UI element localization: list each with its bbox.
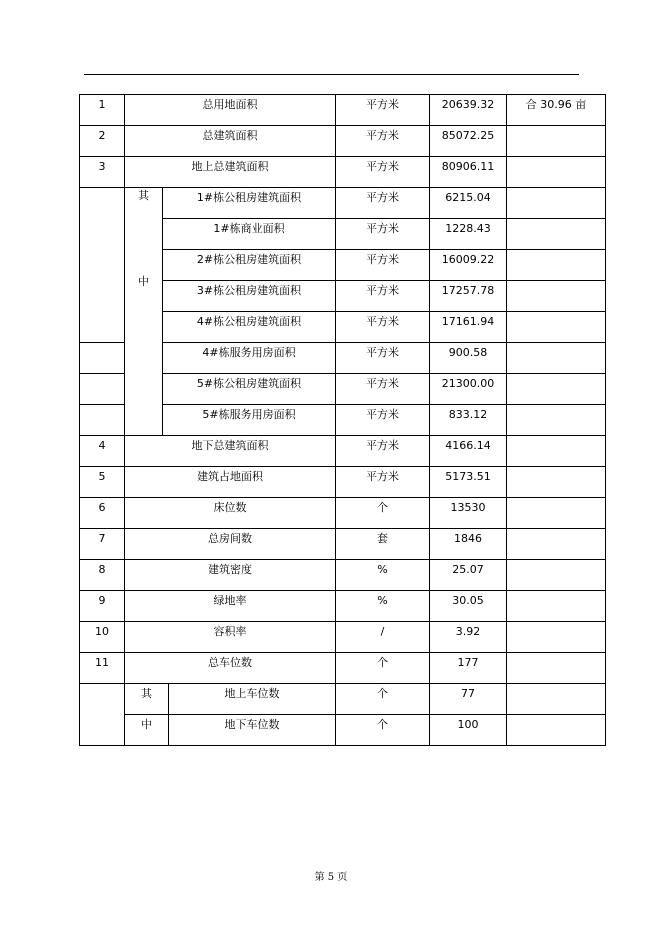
unit-cell: 平方米 [336, 250, 430, 281]
table-row [80, 684, 606, 715]
unit-cell: 平方米 [336, 374, 430, 405]
note-cell [507, 219, 606, 250]
note-cell [507, 715, 606, 746]
table-row [80, 95, 606, 126]
technical-indicators-table [79, 94, 606, 746]
row-index [80, 374, 125, 405]
unit-cell: 个 [336, 498, 430, 529]
value-cell: 80906.11 [430, 157, 507, 188]
row-index [80, 188, 125, 343]
value-cell: 833.12 [430, 405, 507, 436]
row-index: 5 [80, 467, 125, 498]
row-index: 9 [80, 591, 125, 622]
value-cell: 85072.25 [430, 126, 507, 157]
note-cell [507, 591, 606, 622]
row-index: 6 [80, 498, 125, 529]
unit-cell: 平方米 [336, 343, 430, 374]
value-cell: 20639.32 [430, 95, 507, 126]
note-cell: 合 30.96 亩 [507, 95, 606, 126]
item-name: 容积率 [125, 622, 336, 653]
table-row [80, 591, 606, 622]
unit-cell: 平方米 [336, 436, 430, 467]
note-cell [507, 343, 606, 374]
item-name: 2#栋公租房建筑面积 [163, 250, 336, 281]
unit-cell: 平方米 [336, 219, 430, 250]
value-cell: 25.07 [430, 560, 507, 591]
value-cell: 900.58 [430, 343, 507, 374]
item-name: 4#栋服务用房面积 [163, 343, 336, 374]
note-cell [507, 436, 606, 467]
note-cell [507, 281, 606, 312]
item-name: 地上车位数 [169, 684, 336, 715]
item-name: 5#栋服务用房面积 [163, 405, 336, 436]
table-row [80, 436, 606, 467]
item-name: 5#栋公租房建筑面积 [163, 374, 336, 405]
item-name: 绿地率 [125, 591, 336, 622]
item-name: 床位数 [125, 498, 336, 529]
row-index: 10 [80, 622, 125, 653]
unit-cell: 平方米 [336, 126, 430, 157]
row-index [80, 405, 125, 436]
table-row [80, 653, 606, 684]
note-cell [507, 126, 606, 157]
value-cell: 177 [430, 653, 507, 684]
value-cell: 1228.43 [430, 219, 507, 250]
header-rule [84, 74, 579, 75]
value-cell: 6215.04 [430, 188, 507, 219]
item-name: 建筑占地面积 [125, 467, 336, 498]
item-name: 总车位数 [125, 653, 336, 684]
item-name: 4#栋公租房建筑面积 [163, 312, 336, 343]
unit-cell: 套 [336, 529, 430, 560]
value-cell: 4166.14 [430, 436, 507, 467]
note-cell [507, 312, 606, 343]
row-index: 1 [80, 95, 125, 126]
note-cell [507, 405, 606, 436]
note-cell [507, 653, 606, 684]
note-cell [507, 684, 606, 715]
note-cell [507, 529, 606, 560]
unit-cell: 个 [336, 653, 430, 684]
sub-group-label: 其 中 [125, 188, 163, 436]
value-cell: 16009.22 [430, 250, 507, 281]
unit-cell: 平方米 [336, 467, 430, 498]
note-cell [507, 157, 606, 188]
unit-cell: 平方米 [336, 95, 430, 126]
row-index: 7 [80, 529, 125, 560]
value-cell: 1846 [430, 529, 507, 560]
row-index [80, 684, 125, 746]
unit-cell: / [336, 622, 430, 653]
unit-cell: 平方米 [336, 281, 430, 312]
note-cell [507, 374, 606, 405]
table-row [80, 715, 606, 746]
table-row [80, 126, 606, 157]
value-cell: 13530 [430, 498, 507, 529]
row-index: 2 [80, 126, 125, 157]
value-cell: 17161.94 [430, 312, 507, 343]
item-name: 总用地面积 [125, 95, 336, 126]
table-row [80, 157, 606, 188]
row-index: 8 [80, 560, 125, 591]
unit-cell: 个 [336, 715, 430, 746]
unit-cell: % [336, 560, 430, 591]
row-index: 4 [80, 436, 125, 467]
note-cell [507, 560, 606, 591]
table-row [80, 498, 606, 529]
value-cell: 30.05 [430, 591, 507, 622]
item-name: 建筑密度 [125, 560, 336, 591]
row-index: 3 [80, 157, 125, 188]
note-cell [507, 467, 606, 498]
value-cell: 5173.51 [430, 467, 507, 498]
unit-cell: 平方米 [336, 405, 430, 436]
unit-cell: 平方米 [336, 157, 430, 188]
value-cell: 17257.78 [430, 281, 507, 312]
item-name: 地下总建筑面积 [125, 436, 336, 467]
item-name: 总建筑面积 [125, 126, 336, 157]
row-index: 11 [80, 653, 125, 684]
note-cell [507, 188, 606, 219]
note-cell [507, 498, 606, 529]
value-cell: 3.92 [430, 622, 507, 653]
item-name: 1#栋公租房建筑面积 [163, 188, 336, 219]
note-cell [507, 622, 606, 653]
item-name: 总房间数 [125, 529, 336, 560]
table-row [80, 188, 606, 219]
row-index [80, 343, 125, 374]
value-cell: 100 [430, 715, 507, 746]
table-row [80, 560, 606, 591]
item-name: 3#栋公租房建筑面积 [163, 281, 336, 312]
note-cell [507, 250, 606, 281]
value-cell: 21300.00 [430, 374, 507, 405]
unit-cell: % [336, 591, 430, 622]
table-row [80, 622, 606, 653]
value-cell: 77 [430, 684, 507, 715]
item-name: 地下车位数 [169, 715, 336, 746]
sub-group-label-b: 中 [125, 715, 169, 746]
unit-cell: 平方米 [336, 188, 430, 219]
item-name: 1#栋商业面积 [163, 219, 336, 250]
table-row [80, 529, 606, 560]
page-number: 第 5 页 [314, 872, 348, 883]
table-row [80, 467, 606, 498]
sub-group-label-a: 其 [125, 684, 169, 715]
unit-cell: 个 [336, 684, 430, 715]
unit-cell: 平方米 [336, 312, 430, 343]
item-name: 地上总建筑面积 [125, 157, 336, 188]
